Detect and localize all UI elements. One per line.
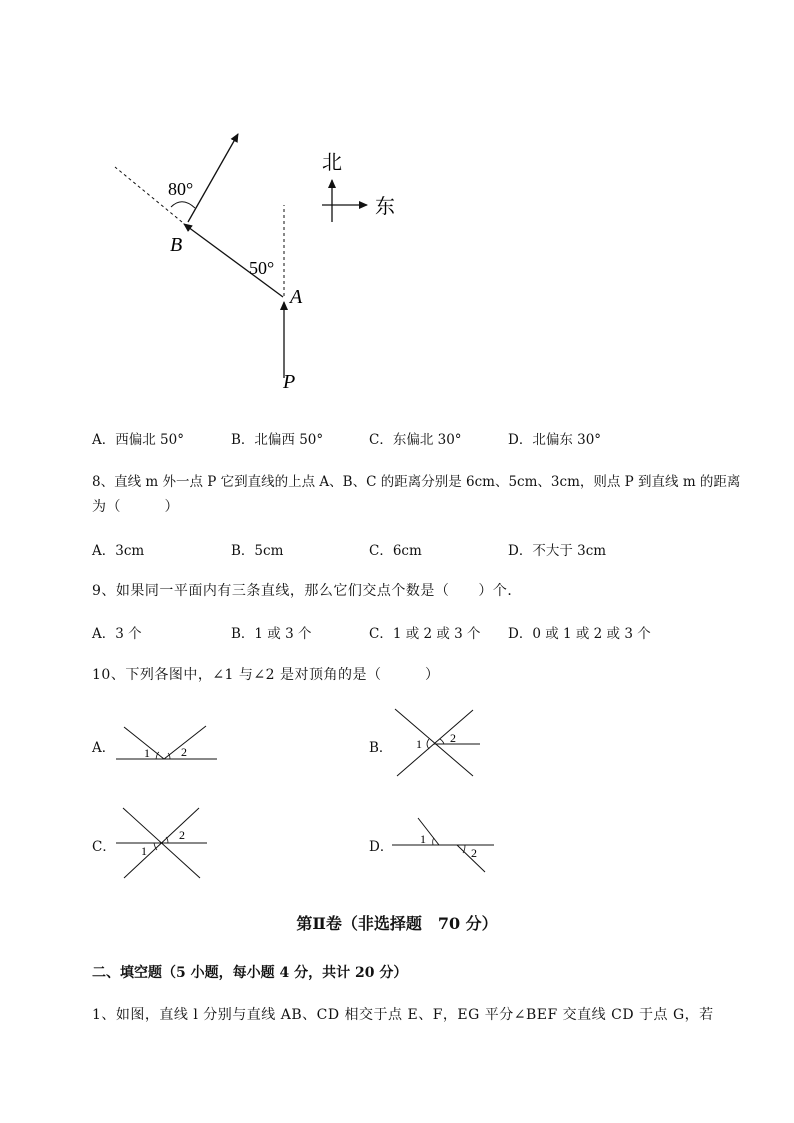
q9-option-d: D．0 或 1 或 2 或 3 个 [508, 626, 651, 642]
compass-north-label: 北 [322, 152, 342, 174]
svg-text:2: 2 [450, 731, 456, 745]
q7-option-a: A．西偏北 50° [92, 432, 184, 448]
compass-east-label: 东 [375, 196, 395, 218]
s2-q1-text: 1、如图，直线 l 分别与直线 AB、CD 相交于点 E、F，EG 平分∠BEF 交直线 CD 于点 G，若 [92, 1007, 714, 1023]
direction-figure [0, 0, 794, 400]
svg-text:2: 2 [179, 828, 185, 842]
q10-figure-c [116, 808, 207, 878]
q8-option-d: D．不大于 3cm [508, 543, 607, 559]
q9-option-b: B．1 或 3 个 [231, 626, 312, 642]
q9-option-c: C．1 或 2 或 3 个 [369, 626, 481, 642]
segment-b-out [188, 134, 238, 222]
q10-figures [0, 690, 794, 990]
q10-label-d: D． [369, 839, 394, 855]
svg-text:2: 2 [471, 846, 477, 860]
q10-label-b: B． [369, 740, 393, 756]
q10-figure-d [392, 818, 494, 872]
svg-text:1: 1 [416, 737, 422, 751]
q8-text-line2: 为（ ） [92, 499, 179, 515]
svg-text:1: 1 [144, 746, 150, 760]
q8-option-c: C．6cm [369, 543, 422, 559]
q10-figure-a [116, 726, 217, 760]
angle-arc-b [171, 202, 195, 208]
angle-50-label: 50° [249, 258, 275, 278]
q8-option-a: A．3cm [92, 543, 145, 559]
point-b-label: B [170, 234, 183, 256]
q10-label-c: C． [92, 839, 116, 855]
q10-text: 10、下列各图中，∠1 与∠2 是对顶角的是（ ） [92, 667, 440, 683]
svg-text:1: 1 [141, 844, 147, 858]
q10-label-a: A． [92, 740, 116, 756]
q8-option-b: B．5cm [231, 543, 284, 559]
q10-figure-b [395, 709, 480, 776]
q9-text: 9、如果同一平面内有三条直线，那么它们交点个数是（ ）个． [92, 583, 522, 599]
svg-text:1: 1 [420, 832, 426, 846]
q7-option-b: B．北偏西 50° [231, 432, 324, 448]
q7-option-d: D．北偏东 30° [508, 432, 602, 448]
angle-80-label: 80° [168, 179, 194, 199]
svg-text:2: 2 [181, 745, 187, 759]
q7-option-c: C．东偏北 30° [369, 432, 462, 448]
point-a-label: A [290, 286, 303, 308]
q9-option-a: A．3 个 [92, 626, 142, 642]
point-p-label: P [283, 371, 296, 393]
section-title: 第Ⅱ卷（非选择题 70 分） [296, 914, 498, 933]
q8-text-line1: 8、直线 m 外一点 P 它到直线的上点 A、B、C 的距离分别是 6cm、5cm、3cm，则点 P 到直线 m 的距离 [92, 474, 741, 490]
section-heading: 二、填空题（5 小题，每小题 4 分，共计 20 分） [92, 965, 408, 981]
